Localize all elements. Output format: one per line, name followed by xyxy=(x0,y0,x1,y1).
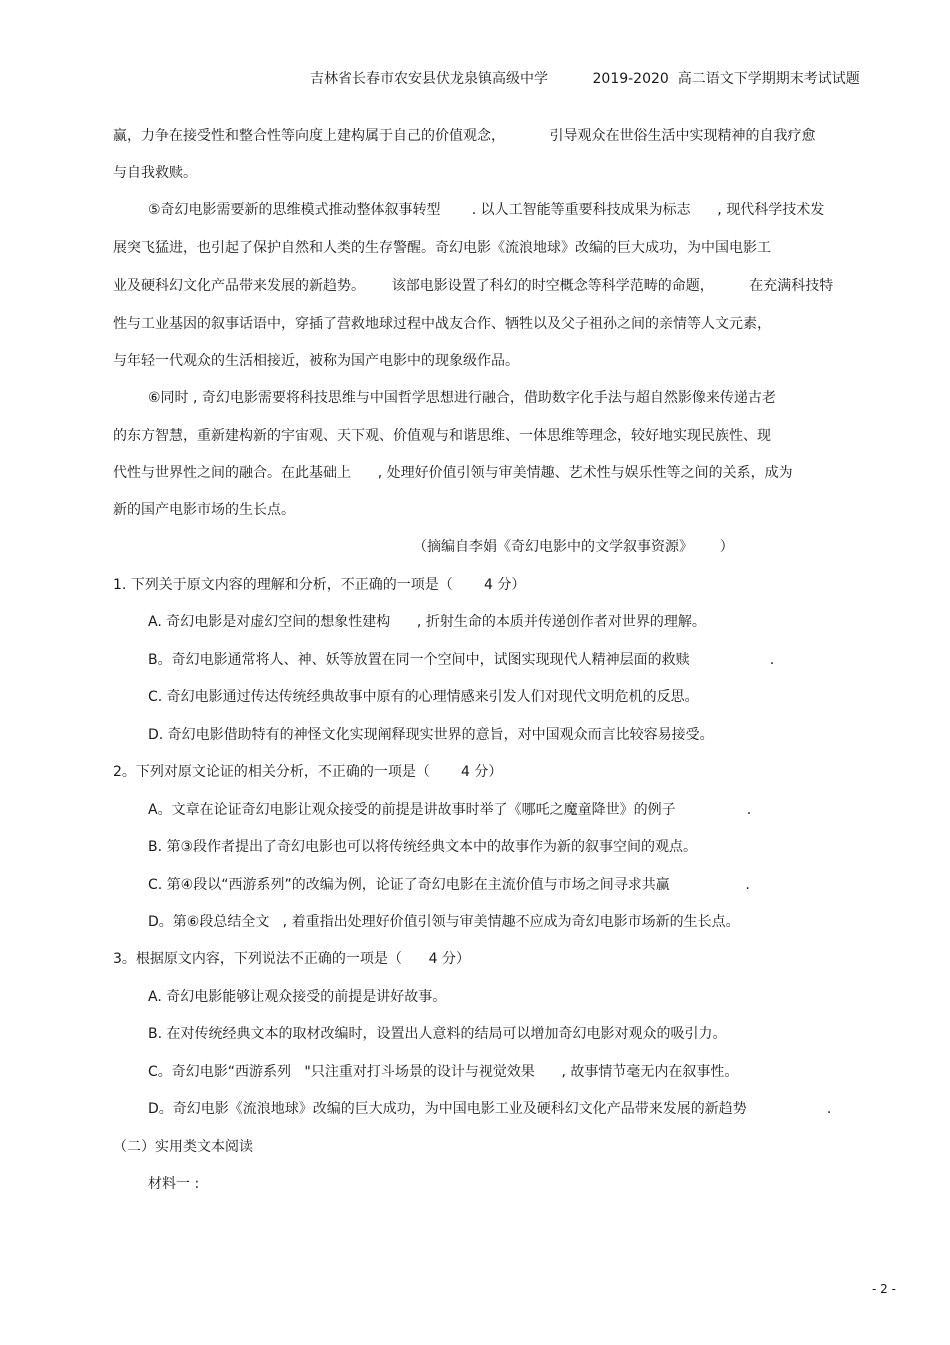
question-option: D。奇幻电影《流浪地球》改编的巨大成功，为中国电影工业及硬科幻文化产品带来发展的新趋势 . xyxy=(148,1101,832,1117)
material-label: 材料一 : xyxy=(148,1176,200,1192)
question-option: B。奇幻电影通常将人、神、妖等放置在同一个空间中，试图实现现代人精神层面的救赎 . xyxy=(148,652,775,668)
passage-line: 赢，力争在接受性和整合性等向度上建构属于自己的价值观念， 引导观众在世俗生活中实现精神的自我疗愈 xyxy=(113,128,816,144)
passage-line: ⑥同时 , 奇幻电影需要将科技思维与中国哲学思想进行融合，借助数字化手法与超自然影像来传递古老 xyxy=(148,390,776,406)
passage-line: ⑤奇幻电影需要新的思维模式推动整体叙事转型 . 以人工智能等重要科技成果为标志 , 现代科学技术发 xyxy=(148,202,825,218)
passage-line: 新的国产电影市场的生长点。 xyxy=(113,502,295,518)
question-option: A. 奇幻电影能够让观众接受的前提是讲好故事。 xyxy=(148,989,447,1005)
question-option: C. 奇幻电影通过传达传统经典故事中原有的心理情感来引发人们对现代文明危机的反思。 xyxy=(148,689,699,705)
question-option: A. 奇幻电影是对虚幻空间的想象性建构 , 折射生命的本质并传递创作者对世界的理解。 xyxy=(148,614,706,630)
passage-line: 代性与世界性之间的融合。在此基础上 , 处理好价值引领与审美情趣、艺术性与娱乐性等之间的关系，成为 xyxy=(113,465,793,481)
question-stem: 3。根据原文内容，下列说法不正确的一项是（ 4 分） xyxy=(113,951,470,967)
passage-source: （摘编自李娟《奇幻电影中的文学叙事资源》 ） xyxy=(413,539,734,555)
section-title: （二）实用类文本阅读 xyxy=(113,1139,253,1155)
passage-line: 业及硬科幻文化产品带来发展的新趋势。 该部电影设置了科幻的时空概念等科学范畴的命题， 在充满科技特 xyxy=(113,278,834,294)
page-number: - 2 - xyxy=(872,1282,896,1296)
passage-line: 展突飞猛进，也引起了保护自然和人类的生存警醒。奇幻电影《流浪地球》改编的巨大成功，为中国电影工 xyxy=(113,240,771,256)
question-option: A。文章在论证奇幻电影让观众接受的前提是讲故事时举了《哪吒之魔童降世》的例子 . xyxy=(148,802,752,818)
question-option: C。奇幻电影“西游系列 "只注重对打斗场景的设计与视觉效果 , 故事情节毫无内在叙事性。 xyxy=(148,1064,739,1080)
passage-line: 性与工业基因的叙事话语中，穿插了营救地球过程中战友合作、牺牲以及父子祖孙之间的亲情等人文元素， xyxy=(113,316,771,332)
question-option: D. 奇幻电影借助特有的神怪文化实现阐释现实世界的意旨，对中国观众而言比较容易接受。 xyxy=(148,727,714,743)
question-option: C. 第④段以“西游系列”的改编为例，论证了奇幻电影在主流价值与市场之间寻求共赢 . xyxy=(148,877,750,893)
passage-line: 与年轻一代观众的生活相接近，被称为国产电影中的现象级作品。 xyxy=(113,353,519,369)
question-option: B. 在对传统经典文本的取材改编时，设置出人意料的结局可以增加奇幻电影对观众的吸引力。 xyxy=(148,1026,727,1042)
question-stem: 2。下列对原文论证的相关分析，不正确的一项是（ 4 分） xyxy=(113,764,503,780)
question-option: B. 第③段作者提出了奇幻电影也可以将传统经典文本中的故事作为新的叙事空间的观点。 xyxy=(148,839,698,855)
page-header: 吉林省长春市农安县伏龙泉镇高级中学 2019-2020 高二语文下学期期末考试试题 xyxy=(310,71,860,87)
passage-line: 与自我救赎。 xyxy=(113,165,197,181)
question-stem: 1. 下列关于原文内容的理解和分析，不正确的一项是（ 4 分） xyxy=(113,577,526,593)
passage-line: 的东方智慧，重新建构新的宇宙观、天下观、价值观与和谐思维、一体思维等理念，较好地实现民族性、现 xyxy=(113,428,771,444)
question-option: D。第⑥段总结全文 , 着重指出处理好价值引领与审美情趣不应成为奇幻电影市场新的生长点。 xyxy=(148,914,740,930)
